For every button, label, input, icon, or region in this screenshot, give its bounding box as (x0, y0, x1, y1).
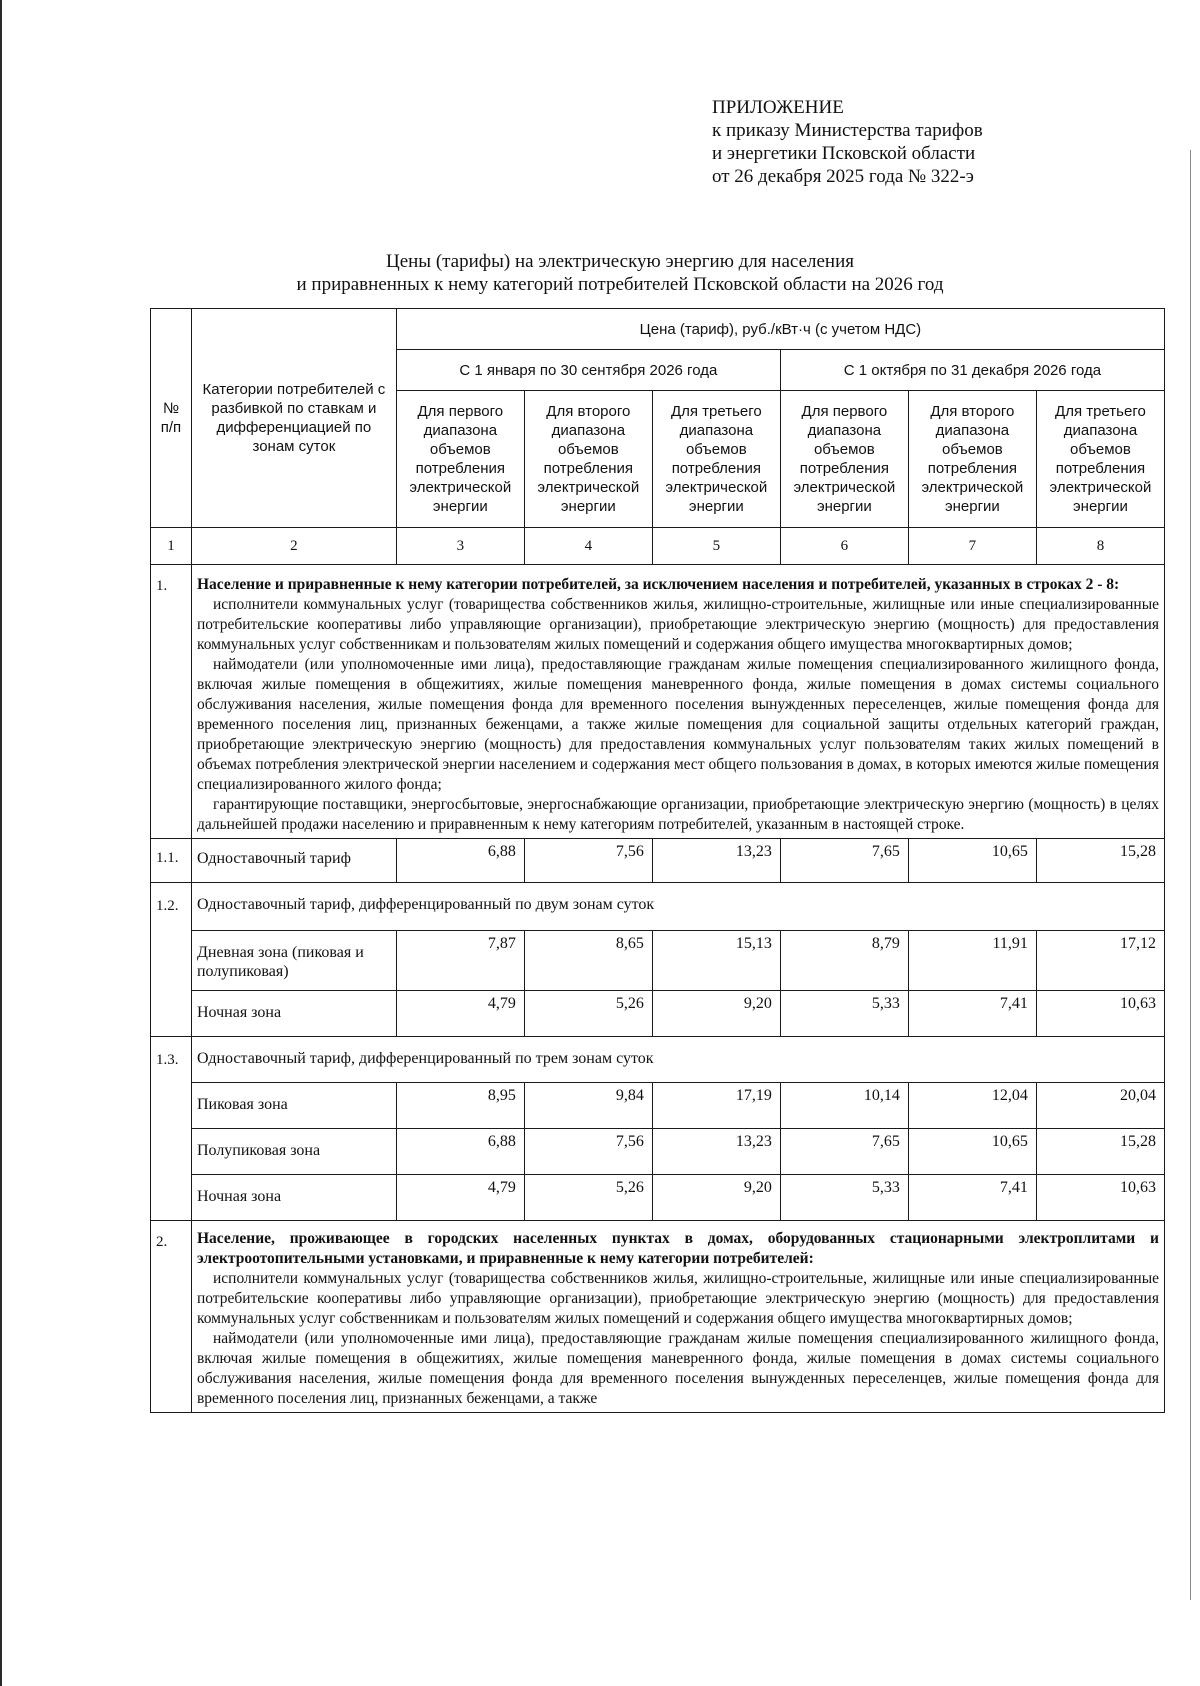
appendix-line-2: к приказу Министерства тарифов (712, 120, 983, 141)
value-cell: 20,04 (1036, 1083, 1164, 1129)
value-cell: 10,63 (1036, 1175, 1164, 1221)
value-cell: 4,79 (396, 1175, 524, 1221)
value-cell: 13,23 (652, 839, 780, 883)
row-1-3-night-label: Ночная зона (191, 1175, 396, 1221)
column-number: 1 (151, 528, 192, 565)
value-cell: 7,65 (780, 839, 908, 883)
document-title (240, 250, 1000, 296)
header-p1-range-3: Для третьего диапазона объемов потребления электрической энергии (652, 391, 780, 528)
row-1-3-peak (151, 1083, 1165, 1129)
row-1-3 (151, 1037, 1165, 1083)
value-cell: 6,88 (396, 839, 524, 883)
appendix-line-3: и энергетики Псковской области (712, 143, 976, 164)
row-1-2-night-label: Ночная зона (191, 991, 396, 1037)
value-cell: 10,63 (1036, 991, 1164, 1037)
header-period-2: С 1 октября по 31 декабря 2026 года (780, 350, 1164, 391)
row-1-3-night (151, 1175, 1165, 1221)
tariff-table (150, 308, 1165, 1413)
column-number: 3 (396, 528, 524, 565)
value-cell: 15,28 (1036, 1129, 1164, 1175)
section-1-paragraph-3: гарантирующие поставщики, энергосбытовые, энергоснабжающие организации, приобретающие электрическую энергию (мощность) в целях дальнейшей продажи населению и приравненным к нему категориям потребителей, указанным в настоящей строке. (196, 796, 1159, 833)
value-cell: 17,12 (1036, 931, 1164, 991)
column-number-row (151, 528, 1165, 565)
header-p1-range-1: Для первого диапазона объемов потребления электрической энергии (396, 391, 524, 528)
header-p1-range-2: Для второго диапазона объемов потребления электрической энергии (524, 391, 652, 528)
value-cell: 8,79 (780, 931, 908, 991)
value-cell: 8,65 (524, 931, 652, 991)
header-p2-range-3: Для третьего диапазона объемов потребления электрической энергии (1036, 391, 1164, 528)
header-period-1: С 1 января по 30 сентября 2026 года (396, 350, 780, 391)
scan-edge-right (1190, 150, 1191, 1600)
header-p2-range-1: Для первого диапазона объемов потребления электрической энергии (780, 391, 908, 528)
value-cell: 5,33 (780, 991, 908, 1037)
value-cell: 7,41 (908, 1175, 1036, 1221)
column-number: 8 (1036, 528, 1164, 565)
value-cell: 5,26 (524, 1175, 652, 1221)
section-2-heading: Население, проживающее в городских населенных пунктах в домах, оборудованных стационарными электроплитами и электроотопительными установками, и приравненные к нему категории потребителей: (196, 1230, 1159, 1267)
section-1-text (191, 565, 1164, 839)
value-cell: 12,04 (908, 1083, 1036, 1129)
document-title-line-1: Цены (тарифы) на электрическую энергию для населения (385, 251, 854, 272)
row-1-3-number: 1.3. (151, 1037, 192, 1221)
value-cell: 15,28 (1036, 839, 1164, 883)
column-number: 7 (908, 528, 1036, 565)
value-cell: 10,65 (908, 1129, 1036, 1175)
section-2-row (151, 1221, 1165, 1413)
value-cell: 15,13 (652, 931, 780, 991)
header-price: Цена (тариф), руб./кВт·ч (с учетом НДС) (396, 309, 1164, 350)
row-1-2-label: Одноставочный тариф, дифференцированный по двум зонам суток (191, 883, 1164, 931)
value-cell: 11,91 (908, 931, 1036, 991)
section-1-heading: Население и приравненные к нему категории потребителей, за исключением населения и потребителей, указанных в строках 2 - 8: (196, 576, 1120, 593)
header-category: Категории потребителей с разбивкой по ставкам и дифференциацией по зонам суток (191, 309, 396, 528)
header-p2-range-2: Для второго диапазона объемов потребления электрической энергии (908, 391, 1036, 528)
column-number: 5 (652, 528, 780, 565)
value-cell: 6,88 (396, 1129, 524, 1175)
value-cell: 10,65 (908, 839, 1036, 883)
section-2-text (191, 1221, 1164, 1413)
value-cell: 9,20 (652, 1175, 780, 1221)
appendix-line-4: от 26 декабря 2025 года № 322-э (712, 166, 974, 187)
row-1-3-halfpeak (151, 1129, 1165, 1175)
row-1-2-number: 1.2. (151, 883, 192, 1037)
section-1-number: 1. (151, 565, 192, 839)
row-1-1-number: 1.1. (151, 839, 192, 883)
value-cell: 4,79 (396, 991, 524, 1037)
section-2-paragraph-2: наймодатели (или уполномоченные ими лица), предоставляющие гражданам жилые помещения специализированного жилищного фонда, включая жилые помещения в общежитиях, жилые помещения маневренного фонда, жилые помещения в домах системы социального обслуживания населения, жилые помещения фонда для временного поселения вынужденных переселенцев, жилые помещения фонда для временного поселения лиц, признанных беженцами, а также (196, 1330, 1159, 1407)
value-cell: 7,56 (524, 1129, 652, 1175)
document-title-line-2: и приравненных к нему категорий потребителей Псковской области на 2026 год (296, 274, 944, 295)
value-cell: 7,56 (524, 839, 652, 883)
column-number: 6 (780, 528, 908, 565)
value-cell: 17,19 (652, 1083, 780, 1129)
value-cell: 8,95 (396, 1083, 524, 1129)
value-cell: 7,87 (396, 931, 524, 991)
column-number: 4 (524, 528, 652, 565)
value-cell: 5,33 (780, 1175, 908, 1221)
row-1-2-day-label: Дневная зона (пиковая и полупиковая) (191, 931, 396, 991)
value-cell: 5,26 (524, 991, 652, 1037)
row-1-3-peak-label: Пиковая зона (191, 1083, 396, 1129)
scan-edge-left (0, 0, 2, 1686)
value-cell: 7,41 (908, 991, 1036, 1037)
value-cell: 13,23 (652, 1129, 780, 1175)
value-cell: 9,20 (652, 991, 780, 1037)
header-row-1 (151, 309, 1165, 350)
row-1-2 (151, 883, 1165, 931)
row-1-2-night (151, 991, 1165, 1037)
row-1-1-label: Одноставочный тариф (191, 839, 396, 883)
column-number: 2 (191, 528, 396, 565)
row-1-2-day (151, 931, 1165, 991)
appendix-line-1: ПРИЛОЖЕНИЕ (712, 97, 844, 118)
header-num: № п/п (151, 309, 192, 528)
value-cell: 7,65 (780, 1129, 908, 1175)
section-1-paragraph-2: наймодатели (или уполномоченные ими лица), предоставляющие гражданам жилые помещения специализированного жилищного фонда, включая жилые помещения в общежитиях, жилые помещения маневренного фонда, жилые помещения в домах системы социального обслуживания населения, жилые помещения фонда для временного поселения вынужденных переселенцев, жилые помещения фонда для временного поселения лиц, признанных беженцами, а также жилые помещения для социальной защиты отдельных категорий граждан, приобретающие электрическую энергию (мощность) для предоставления коммунальных услуг пользователям таких жилых помещений в объемах потребления электрической энергии населением и содержания мест общего пользования в домах, в которых имеются жилые помещения специализированного жилого фонда; (196, 656, 1159, 793)
section-1-row (151, 565, 1165, 839)
row-1-1 (151, 839, 1165, 883)
section-2-paragraph-1: исполнители коммунальных услуг (товарищества собственников жилья, жилищно-строительные, жилищные или иные специализированные потребительские кооперативы либо управляющие организации), приобретающие электрическую энергию (мощность) для предоставления коммунальных услуг собственникам и пользователям жилых помещений и содержания общего имущества многоквартирных домов; (196, 1270, 1159, 1327)
section-2-number: 2. (151, 1221, 192, 1413)
appendix-block (712, 96, 983, 188)
section-1-paragraph-1: исполнители коммунальных услуг (товарищества собственников жилья, жилищно-строительные, жилищные или иные специализированные потребительские кооперативы либо управляющие организации), приобретающие электрическую энергию (мощность) для предоставления коммунальных услуг собственникам и пользователям жилых помещений и содержания общего имущества многоквартирных домов; (196, 596, 1159, 653)
row-1-3-label: Одноставочный тариф, дифференцированный по трем зонам суток (191, 1037, 1164, 1083)
value-cell: 10,14 (780, 1083, 908, 1129)
row-1-3-halfpeak-label: Полупиковая зона (191, 1129, 396, 1175)
value-cell: 9,84 (524, 1083, 652, 1129)
